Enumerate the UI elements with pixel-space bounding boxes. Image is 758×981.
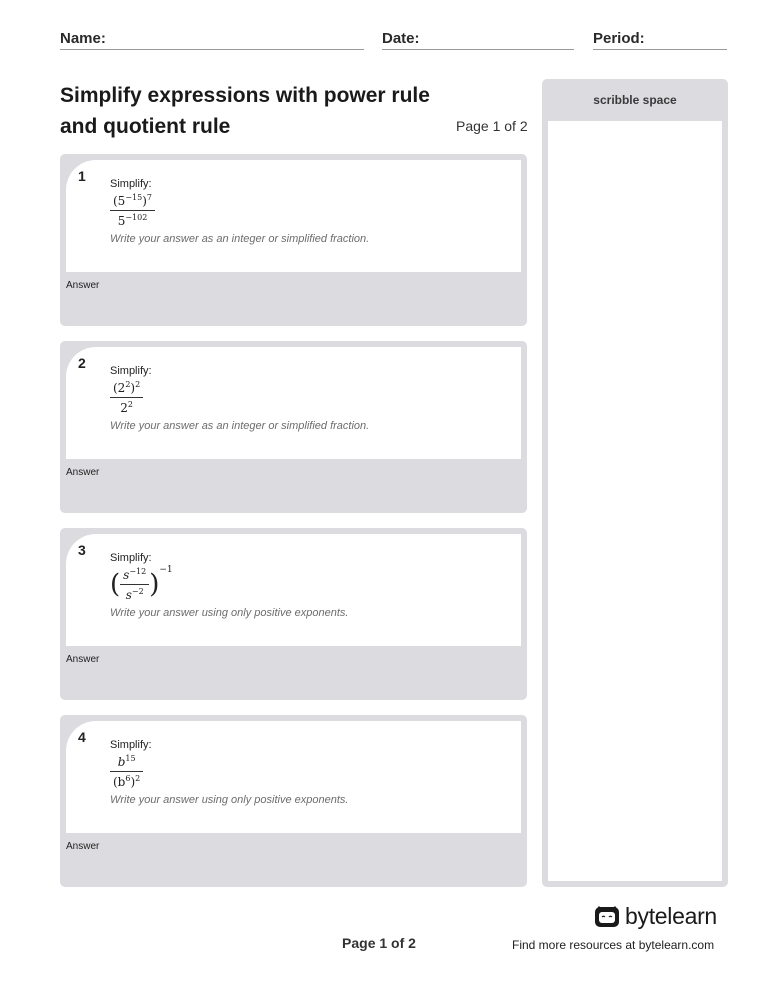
brand-logo [594, 903, 717, 930]
question-card [60, 341, 527, 513]
date-field[interactable] [382, 30, 574, 50]
page-indicator: Page 1 of 2 [456, 118, 528, 134]
footer-page-number: Page 1 of 2 [342, 935, 416, 951]
question-number: 3 [78, 542, 86, 558]
question-instruction: Write your answer as an integer or simplified fraction. [110, 233, 370, 245]
bytelearn-logo-icon [594, 905, 620, 929]
question-body [66, 160, 521, 272]
question-prompt: Simplify: [110, 178, 152, 190]
period-field[interactable] [593, 30, 727, 50]
question-instruction: Write your answer as an integer or simplified fraction. [110, 420, 370, 432]
question-card [60, 528, 527, 700]
brand-name: bytelearn [625, 903, 717, 929]
question-prompt: Simplify: [110, 552, 152, 564]
question-card [60, 715, 527, 887]
answer-label: Answer [66, 280, 100, 291]
question-number: 2 [78, 355, 86, 371]
math-expression: ( $\frac{s^{-12}}{s^{-2}}$ )$^{-1}$ [110, 565, 173, 602]
scribble-area[interactable] [548, 121, 722, 881]
question-number: 1 [78, 168, 86, 184]
question-body [66, 721, 521, 833]
scribble-panel [542, 79, 728, 887]
question-prompt: Simplify: [110, 365, 152, 377]
answer-label: Answer [66, 841, 100, 852]
question-number: 4 [78, 729, 86, 745]
question-card [60, 154, 527, 326]
math-expression: $\frac{(2^2)^2}{2^2}$ [110, 380, 369, 415]
math-expression: $\frac{(5^{-15})^7}{5^{-102}}$ [110, 193, 369, 228]
question-prompt: Simplify: [110, 739, 152, 751]
question-body [66, 534, 521, 646]
worksheet-title: Simplify expressions with power rule and quotient rule [60, 84, 430, 138]
name-field[interactable] [60, 30, 364, 50]
scribble-label: scribble space [593, 93, 677, 107]
period-label: Period: [593, 30, 645, 47]
brand-tagline[interactable]: Find more resources at bytelearn.com [512, 938, 715, 952]
answer-label: Answer [66, 654, 100, 665]
question-instruction: Write your answer using only positive exponents. [110, 794, 349, 806]
question-body [66, 347, 521, 459]
question-instruction: Write your answer using only positive exponents. [110, 607, 349, 619]
name-label: Name: [60, 30, 106, 47]
answer-label: Answer [66, 467, 100, 478]
date-label: Date: [382, 30, 420, 47]
math-expression: $\frac{b^{15}}{(b^6)^2}$ [110, 754, 348, 789]
